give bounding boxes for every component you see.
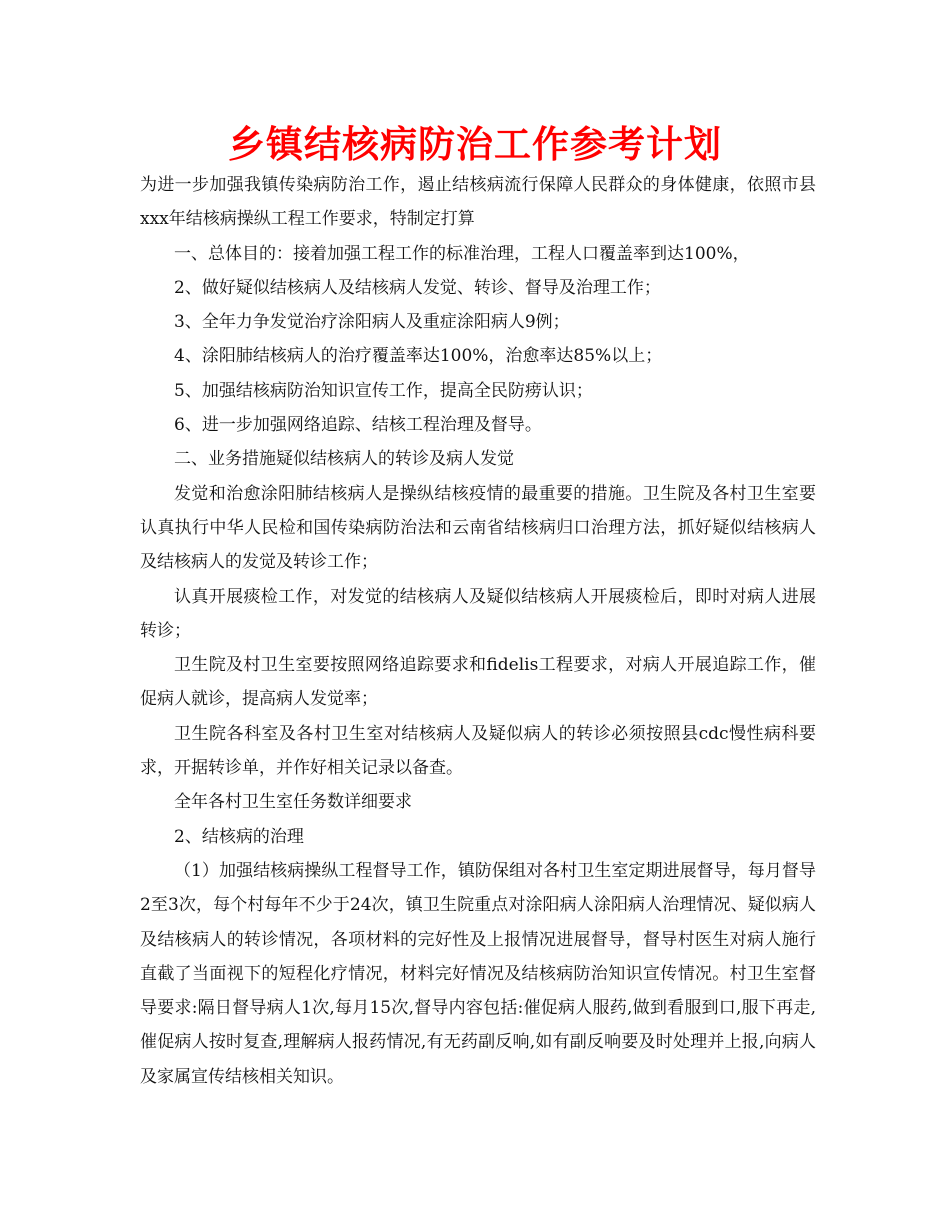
paragraph-intro: 为进一步加强我镇传染病防治工作，遏止结核病流行保障人民群众的身体健康，依照市县xxx年结核病操纵工程工作要求，特制定打算 bbox=[140, 175, 816, 230]
paragraph-network-tracking: 卫生院及村卫生室要按照网络追踪要求和fidelis工程要求，对病人开展追踪工作，催促病人就诊，提高病人发觉率； bbox=[140, 655, 816, 710]
document-title: 乡镇结核病防治工作参考计划 bbox=[228, 123, 722, 166]
document-body bbox=[140, 168, 816, 1094]
paragraph-village-tasks: 全年各村卫生室任务数详细要求 bbox=[174, 792, 412, 813]
paragraph-goal-6: 6、进一步加强网络追踪、结核工程治理及督导。 bbox=[174, 415, 542, 436]
paragraph-sputum-test: 认真开展痰检工作，对发觉的结核病人及疑似结核病人开展痰检后，即时对病人进展转诊； bbox=[140, 586, 816, 641]
paragraph-goal-4: 4、涂阳肺结核病人的治疗覆盖率达100%，治愈率达85%以上； bbox=[174, 346, 663, 367]
paragraph-section-management: 2、结核病的治理 bbox=[174, 826, 304, 847]
paragraph-overall-goal: 一、总体目的：接着加强工程工作的标准治理，工程人口覆盖率到达100%， bbox=[174, 243, 750, 264]
paragraph-referral: 卫生院各科室及各村卫生室对结核病人及疑似病人的转诊必须按照县cdc慢性病科要求，开据转诊单，并作好相关记录以备查。 bbox=[140, 723, 816, 779]
paragraph-goal-5: 5、加强结核病防治知识宣传工作，提高全民防痨认识； bbox=[174, 380, 593, 401]
paragraph-section-measures: 二、业务措施疑似结核病人的转诊及病人发觉 bbox=[174, 449, 514, 470]
paragraph-goal-3: 3、全年力争发觉治疗涂阳病人及重症涂阳病人9例； bbox=[174, 312, 570, 333]
paragraph-detection: 发觉和治愈涂阳肺结核病人是操纵结核疫情的最重要的措施。卫生院及各村卫生室要认真执行中华人民检和国传染病防治法和云南省结核病归口治理方法，抓好疑似结核病人及结核病人的发觉及转诊工作； bbox=[140, 483, 816, 573]
paragraph-goal-2: 2、做好疑似结核病人及结核病人发觉、转诊、督导及治理工作； bbox=[174, 277, 661, 298]
paragraph-supervision: （1）加强结核病操纵工程督导工作，镇防保组对各村卫生室定期进展督导，每月督导2至3次，每个村每年不少于24次，镇卫生院重点对涂阳病人涂阳病人治理情况、疑似病人及结核病人的转诊情况，各项材料的完好性及上报情况进展督导，督导村医生对病人施行直截了当面视下的短程化疗情况，材料完好情况及结核病防治知识宣传情况。村卫生室督导要求:隔日督导病人1次,每月15次,督导内容包括:催促病人服药,做到看服到口,服下再走,催促病人按时复查,理解病人报药情况,有无药副反响,如有副反响要及时处理并上报,向病人及家属宣传结核相关知识。 bbox=[140, 860, 816, 1087]
